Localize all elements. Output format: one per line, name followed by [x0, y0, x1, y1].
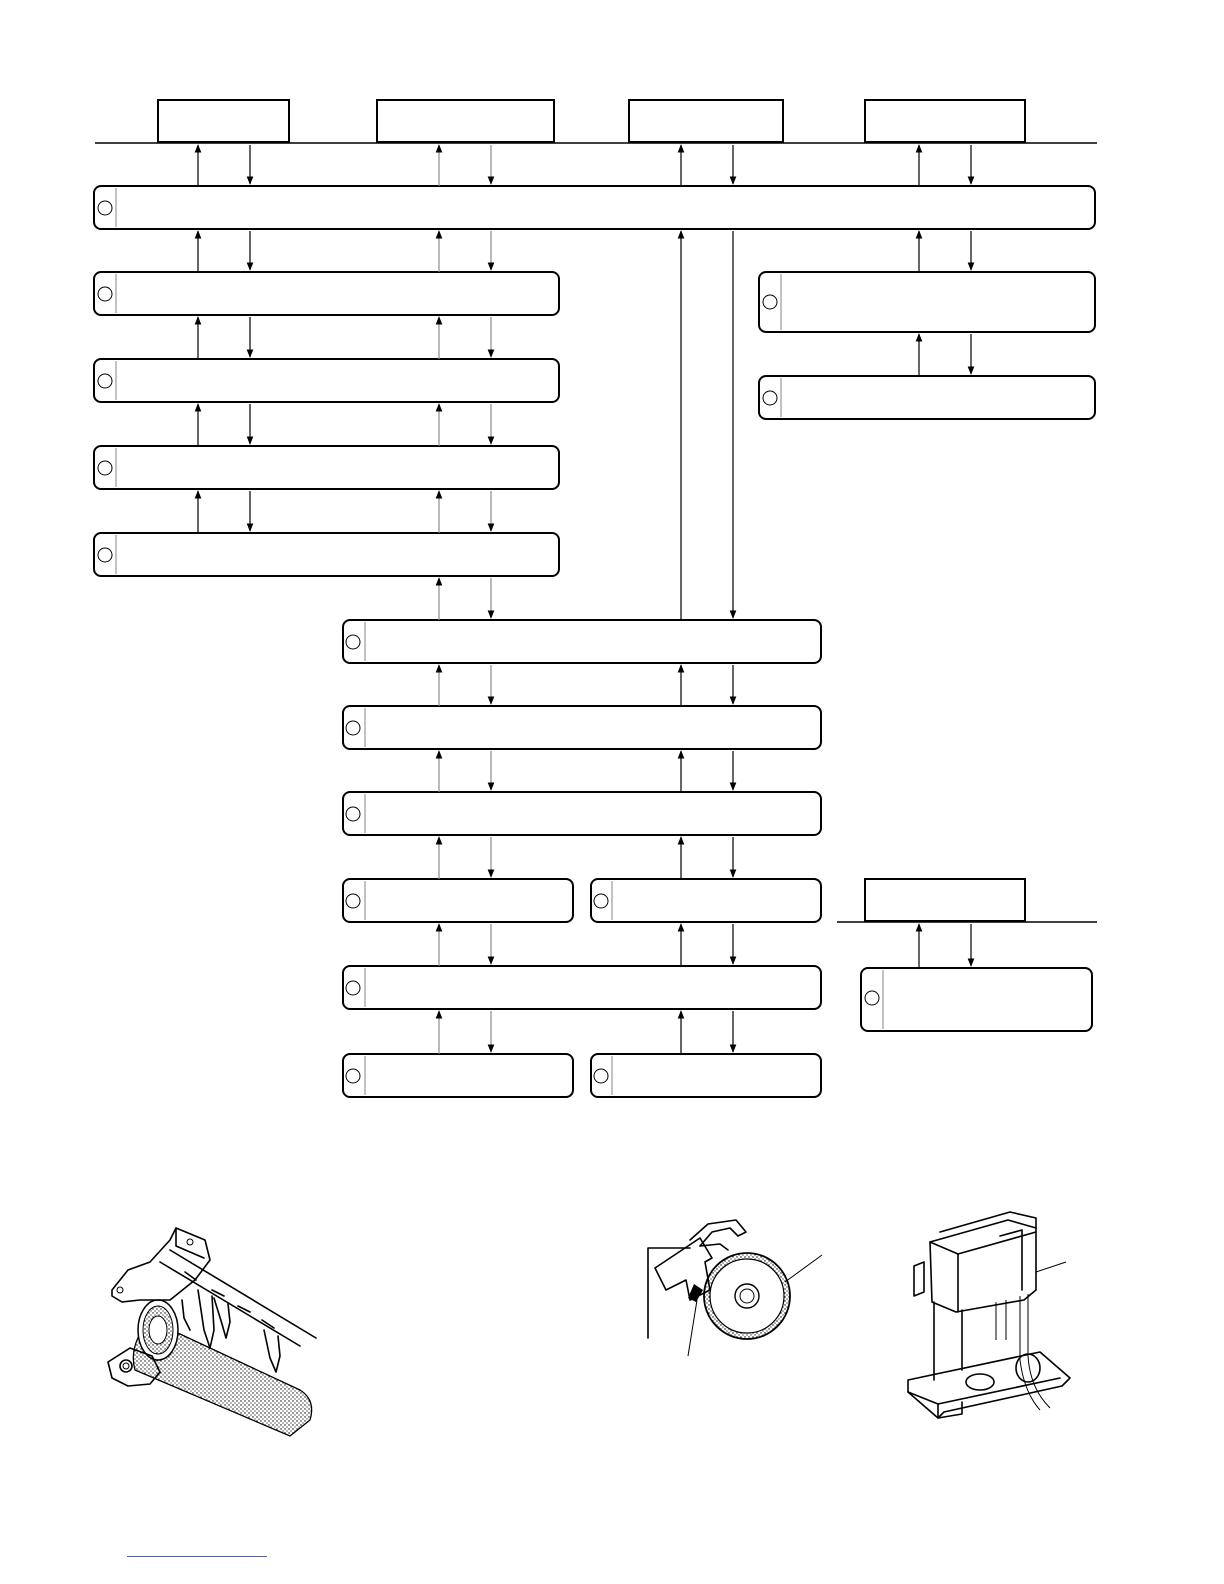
step-box-12 — [591, 879, 821, 922]
step-box-14 — [343, 1054, 573, 1097]
step-number-circle — [763, 295, 777, 309]
step-box-13 — [343, 966, 821, 1009]
step-number-circle — [98, 548, 112, 562]
step-number-circle — [346, 894, 360, 908]
step-number-circle — [346, 807, 360, 821]
step-box-6 — [759, 272, 1095, 332]
header-box-3 — [629, 100, 783, 142]
step-number-circle — [763, 391, 777, 405]
roller-separator-illustration — [648, 1220, 822, 1356]
step-number-circle — [865, 991, 879, 1005]
step-number-circle — [594, 894, 608, 908]
header-box-5 — [865, 879, 1025, 921]
step-number-circle — [98, 201, 112, 215]
footer-link-rule[interactable] — [127, 1556, 267, 1557]
step-number-circle — [346, 1069, 360, 1083]
step-boxes — [94, 186, 1095, 1097]
step-box-2 — [94, 272, 559, 315]
top-header-group — [95, 100, 1097, 143]
thermostat-bracket-illustration — [908, 1212, 1070, 1418]
header-box-1 — [158, 100, 289, 142]
step-box-1 — [94, 186, 1095, 229]
step-box-16 — [861, 968, 1092, 1031]
step-number-circle — [346, 981, 360, 995]
header-box-4 — [865, 100, 1025, 142]
step-box-3 — [94, 359, 559, 402]
step-box-11 — [343, 879, 573, 922]
step-box-10 — [343, 792, 821, 835]
step-box-7 — [759, 376, 1095, 419]
step-number-circle — [346, 721, 360, 735]
step-box-8 — [343, 620, 821, 663]
lower-header-group — [837, 879, 1097, 922]
step-box-5 — [94, 533, 559, 576]
step-number-circle — [594, 1069, 608, 1083]
step-box-4 — [94, 446, 559, 489]
step-number-circle — [346, 635, 360, 649]
step-number-circle — [98, 461, 112, 475]
step-box-9 — [343, 706, 821, 749]
step-number-circle — [98, 287, 112, 301]
heat-roller-illustration — [108, 1228, 316, 1436]
step-number-circle — [98, 374, 112, 388]
step-box-15 — [591, 1054, 821, 1097]
header-box-2 — [377, 100, 554, 142]
